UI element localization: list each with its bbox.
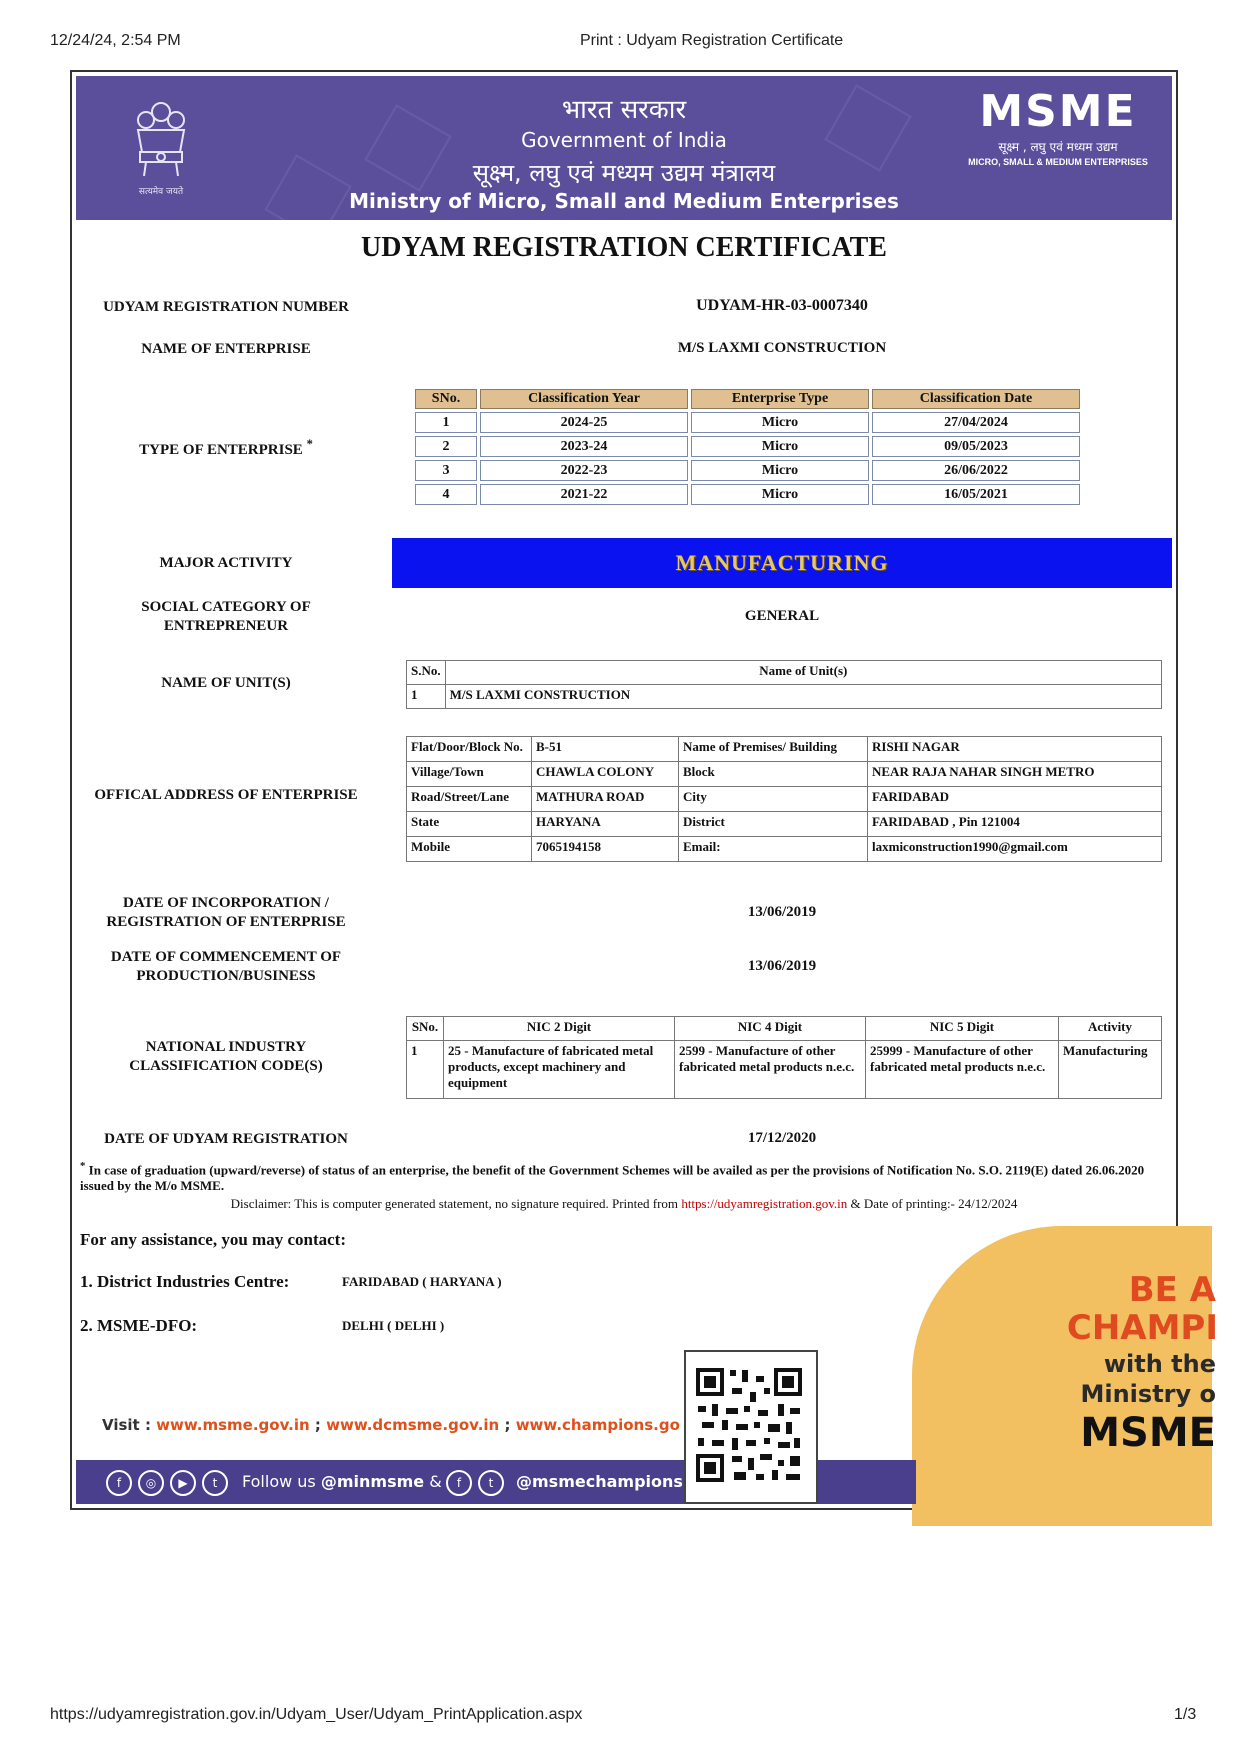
units-header-row	[407, 661, 1162, 685]
msme-logo-english: MICRO, SMALL & MEDIUM ENTERPRISES	[968, 157, 1148, 167]
incorporation-label	[86, 894, 366, 932]
twitter-icon-2[interactable]: t	[478, 1470, 504, 1496]
follow-us-text	[242, 1472, 442, 1491]
udyam-date: 17/12/2020	[747, 1130, 817, 1146]
commencement-label-line1: DATE OF COMMENCEMENT OF	[110, 949, 342, 965]
commencement-date: 13/06/2019	[747, 958, 817, 974]
cell-type: Micro	[691, 412, 869, 433]
incorporation-date: 13/06/2019	[747, 904, 817, 920]
cell-type: Micro	[691, 436, 869, 457]
facebook-icon-2[interactable]: f	[446, 1470, 472, 1496]
type-of-enterprise-label	[86, 435, 366, 460]
col-activity: Activity	[1059, 1017, 1162, 1041]
nic-table	[406, 1016, 1162, 1099]
nic-label-line1: NATIONAL INDUSTRY	[145, 1039, 307, 1055]
government-banner	[76, 76, 1172, 220]
print-url: https://udyamregistration.gov.in/Udyam_User/Udyam_PrintApplication.aspx	[50, 1706, 583, 1723]
address-key: City	[679, 787, 868, 812]
page-number: 1/3	[1174, 1706, 1197, 1723]
promo-line4: Ministry o	[1080, 1380, 1216, 1408]
banner-hindi-ministry: सूक्ष्म, लघु एवं मध्यम उद्यम मंत्रालय	[472, 159, 776, 187]
handle-minmsme[interactable]: @minmsme	[320, 1472, 425, 1491]
table-row	[407, 685, 1162, 709]
address-value: NEAR RAJA NAHAR SINGH METRO	[868, 762, 1162, 787]
nic-header-row	[407, 1017, 1162, 1041]
promo-line5: MSME	[1080, 1410, 1216, 1456]
col-classification-year: Classification Year	[480, 389, 688, 409]
enterprise-name-label: NAME OF ENTERPRISE	[141, 341, 311, 357]
assistance-heading: For any assistance, you may contact:	[80, 1230, 346, 1249]
address-value: FARIDABAD , Pin 121004	[868, 812, 1162, 837]
units-label: NAME OF UNIT(S)	[161, 675, 291, 691]
address-key: District	[679, 812, 868, 837]
major-activity: MANUFACTURING	[675, 550, 889, 575]
promo-line1: BE A	[1128, 1270, 1216, 1310]
units-table	[406, 660, 1162, 709]
cell-nic4: 2599 - Manufacture of other fabricated metal products n.e.c.	[675, 1041, 866, 1099]
address-key: Road/Street/Lane	[407, 787, 532, 812]
address-key: Email:	[679, 837, 868, 862]
col-nic2: NIC 2 Digit	[444, 1017, 675, 1041]
address-value: 7065194158	[532, 837, 679, 862]
email-value[interactable]: laxmiconstruction1990@gmail.com	[868, 837, 1162, 862]
cell-type: Micro	[691, 484, 869, 505]
champions-promo	[912, 1226, 1218, 1526]
reg-number-label: UDYAM REGISTRATION NUMBER	[103, 299, 349, 315]
footnote-mark: *	[80, 1160, 86, 1172]
enterprise-name: M/S LAXMI CONSTRUCTION	[677, 340, 887, 356]
address-value: MATHURA ROAD	[532, 787, 679, 812]
col-unit-name: Name of Unit(s)	[445, 661, 1161, 685]
reg-number: UDYAM-HR-03-0007340	[696, 297, 868, 314]
udyam-date-label: DATE OF UDYAM REGISTRATION	[104, 1131, 348, 1147]
promo-line2: CHAMPI	[1066, 1308, 1218, 1348]
address-value: RISHI NAGAR	[868, 737, 1162, 762]
commencement-label-line2: PRODUCTION/BUSINESS	[136, 968, 316, 984]
print-title: Print : Udyam Registration Certificate	[580, 32, 844, 49]
cell-date: 27/04/2024	[872, 412, 1080, 433]
address-key: Flat/Door/Block No.	[407, 737, 532, 762]
cell-year: 2021-22	[480, 484, 688, 505]
address-key: State	[407, 812, 532, 837]
social-category-label-line1: SOCIAL CATEGORY OF	[141, 599, 311, 615]
ampersand: &	[424, 1472, 442, 1491]
footnote-text: In case of graduation (upward/reverse) of status of an enterprise, the benefit of the Government Schemes will be availed as per the provisions of Notification No. S.O. 2119(E) dated 26.06.2020 issued by the M/o MSME.	[80, 1162, 1145, 1194]
cell-type: Micro	[691, 460, 869, 481]
qr-code	[684, 1350, 818, 1504]
dic-value: FARIDABAD ( HARYANA )	[342, 1274, 502, 1289]
cell-year: 2023-24	[480, 436, 688, 457]
cell-sno: 2	[415, 436, 477, 457]
cell-year: 2024-25	[480, 412, 688, 433]
address-value: HARYANA	[532, 812, 679, 837]
banner-hindi-gov: भारत सरकार	[561, 95, 687, 125]
table-row	[415, 484, 1080, 505]
col-sno: SNo.	[415, 389, 477, 409]
nic-label-line2: CLASSIFICATION CODE(S)	[129, 1058, 323, 1074]
address-key: Name of Premises/ Building	[679, 737, 868, 762]
cell-sno: 3	[415, 460, 477, 481]
cell-unit-name: M/S LAXMI CONSTRUCTION	[445, 685, 1161, 709]
cell-date: 26/06/2022	[872, 460, 1080, 481]
table-row	[407, 762, 1162, 787]
nic-label	[86, 1038, 366, 1076]
cell-nic5: 25999 - Manufacture of other fabricated metal products n.e.c.	[866, 1041, 1059, 1099]
follow-label: Follow us	[242, 1472, 321, 1491]
banner-ministry-name: Ministry of Micro, Small and Medium Enterprises	[349, 189, 899, 213]
qr-code-icon	[686, 1352, 812, 1498]
address-key: Village/Town	[407, 762, 532, 787]
address-label: OFFICAL ADDRESS OF ENTERPRISE	[94, 787, 358, 803]
twitter-icon[interactable]: t	[202, 1470, 228, 1496]
address-value: B-51	[532, 737, 679, 762]
cell-date: 16/05/2021	[872, 484, 1080, 505]
msme-logo-text: MSME	[979, 86, 1137, 137]
banner-gov-of-india: Government of India	[521, 128, 727, 152]
major-activity-label: MAJOR ACTIVITY	[159, 555, 293, 571]
promo-line3: with the	[1103, 1350, 1216, 1378]
social-category-label	[86, 598, 366, 636]
type-asterisk: *	[306, 437, 313, 451]
disclaimer-print-date: & Date of printing:- 24/12/2024	[847, 1196, 1018, 1211]
cell-sno: 1	[407, 685, 446, 709]
print-datetime: 12/24/24, 2:54 PM	[50, 32, 181, 49]
address-value: CHAWLA COLONY	[532, 762, 679, 787]
champions-site-link[interactable]: www.champions.go	[515, 1416, 680, 1434]
col-nic4: NIC 4 Digit	[675, 1017, 866, 1041]
certificate-title: UDYAM REGISTRATION CERTIFICATE	[361, 232, 887, 263]
cell-date: 09/05/2023	[872, 436, 1080, 457]
social-category: GENERAL	[744, 608, 820, 624]
address-key: Mobile	[407, 837, 532, 862]
separator: ;	[499, 1416, 516, 1434]
col-sno: S.No.	[407, 661, 446, 685]
address-key: Block	[679, 762, 868, 787]
msme-site-link[interactable]: www.msme.gov.in	[156, 1416, 310, 1434]
table-row	[407, 1041, 1162, 1099]
emblem-caption: सत्यमेव जयते	[138, 187, 184, 197]
col-enterprise-type: Enterprise Type	[691, 389, 869, 409]
cell-sno: 4	[415, 484, 477, 505]
dic-label: 1. District Industries Centre:	[80, 1272, 290, 1291]
udyam-site-link[interactable]: https://udyamregistration.gov.in	[681, 1196, 848, 1211]
incorporation-label-line1: DATE OF INCORPORATION /	[123, 895, 329, 911]
table-row	[407, 787, 1162, 812]
separator: ;	[309, 1416, 327, 1434]
cell-nic2: 25 - Manufacture of fabricated metal products, except machinery and equipment	[444, 1041, 675, 1099]
instagram-icon[interactable]: ◎	[138, 1470, 164, 1496]
cell-sno: 1	[407, 1041, 444, 1099]
cell-activity: Manufacturing	[1059, 1041, 1162, 1099]
table-row	[407, 737, 1162, 762]
dcmsme-site-link[interactable]: www.dcmsme.gov.in	[326, 1416, 500, 1434]
visit-links	[102, 1416, 680, 1434]
dfo-value: DELHI ( DELHI )	[342, 1318, 445, 1333]
facebook-icon[interactable]: f	[106, 1470, 132, 1496]
table-row	[415, 436, 1080, 457]
table-row	[415, 460, 1080, 481]
youtube-icon[interactable]: ▶	[170, 1470, 196, 1496]
incorporation-label-line2: REGISTRATION OF ENTERPRISE	[106, 914, 346, 930]
handle-msmechampions[interactable]: @msmechampions	[516, 1472, 683, 1491]
commencement-label	[86, 948, 366, 986]
col-sno: SNo.	[407, 1017, 444, 1041]
disclaimer-text: Disclaimer: This is computer generated statement, no signature required. Printed from	[230, 1196, 682, 1211]
msme-logo-hindi: सूक्ष्म , लघु एवं मध्यम उद्यम	[998, 140, 1118, 154]
cell-year: 2022-23	[480, 460, 688, 481]
cell-sno: 1	[415, 412, 477, 433]
type-label-text: TYPE OF ENTERPRISE	[139, 442, 303, 458]
certificate	[70, 70, 1218, 1510]
major-activity-bar	[392, 538, 1172, 588]
footnote	[80, 1158, 1170, 1194]
col-classification-date: Classification Date	[872, 389, 1080, 409]
social-category-label-line2: ENTREPRENEUR	[163, 618, 289, 634]
dfo-label: 2. MSME-DFO:	[80, 1316, 198, 1335]
classification-header-row	[415, 389, 1080, 409]
msme-logo	[968, 86, 1148, 190]
col-nic5: NIC 5 Digit	[866, 1017, 1059, 1041]
disclaimer	[72, 1196, 1176, 1212]
classification-table	[412, 386, 1083, 508]
table-row	[407, 812, 1162, 837]
address-value: FARIDABAD	[868, 787, 1162, 812]
visit-label: Visit :	[102, 1416, 157, 1434]
table-row	[415, 412, 1080, 433]
table-row	[407, 837, 1162, 862]
address-table	[406, 736, 1162, 862]
